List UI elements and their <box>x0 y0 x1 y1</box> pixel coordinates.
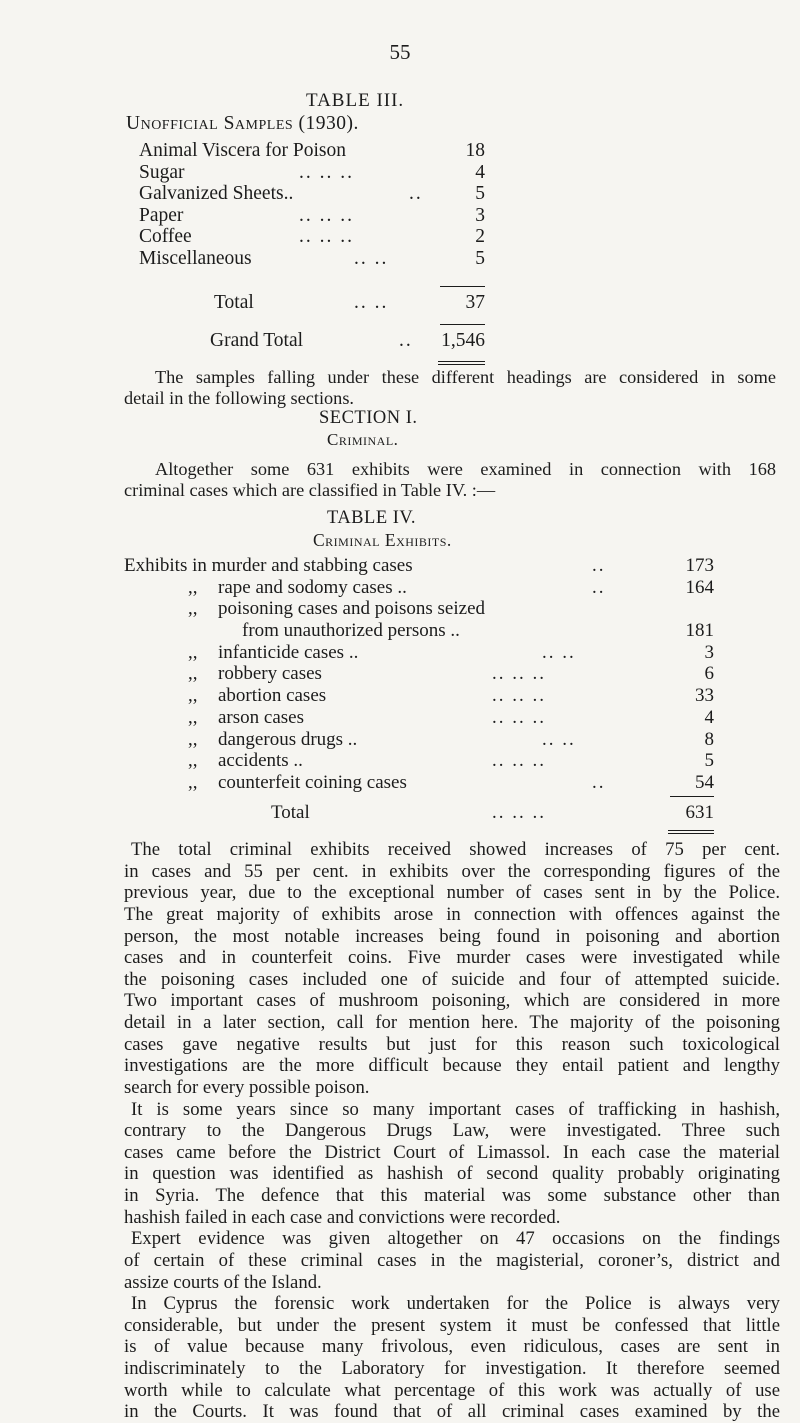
table3-row-value: 4 <box>475 161 485 183</box>
table4-total-value: 631 <box>685 802 714 823</box>
table4-sum-rule <box>670 796 714 797</box>
table3-row-value: 3 <box>475 204 485 226</box>
table4-ditto: ,, <box>188 685 198 707</box>
body-line: of certain of these criminal cases in the magisterial, coroner’s, district and <box>124 1249 780 1271</box>
table4-row-label: counterfeit coining cases <box>218 771 407 793</box>
body-text <box>124 839 780 1423</box>
table3-row-leader: .. <box>409 183 423 204</box>
table3-grand-total-value: 1,546 <box>441 330 485 351</box>
body-line: the poisoning cases included one of suicide and four of attempted suicide. <box>124 968 780 990</box>
table4-row-label: dangerous drugs .. <box>218 728 358 750</box>
table4-row-value: 164 <box>685 576 714 598</box>
body-line: in the Courts. It was found that of all criminal cases examined by the <box>124 1401 780 1423</box>
table3-row-label: Galvanized Sheets.. <box>139 183 294 204</box>
table4-row-value: 8 <box>704 728 714 750</box>
table3-total-value: 37 <box>465 292 485 313</box>
table3-double-rule <box>438 361 485 365</box>
table3-body <box>139 140 485 269</box>
table4-row-leader: .. .. .. <box>492 706 546 728</box>
table3-row <box>139 162 485 184</box>
body-line: cases came before the District Court of Limassol. In each case the material <box>124 1141 780 1163</box>
table3-total-label: Total <box>214 292 254 313</box>
table4-caption: TABLE IV. <box>327 508 417 528</box>
table4-subtitle: Criminal Exhibits. <box>313 530 452 550</box>
table3-row-value: 5 <box>475 247 485 269</box>
table4-row-value: 5 <box>704 750 714 772</box>
section-intro-paragraph <box>124 459 776 501</box>
table4-row <box>124 729 714 751</box>
table4-row-value: 181 <box>685 620 714 642</box>
body-line: It is some years since so many important cases of trafficking in hashish, <box>131 1098 780 1120</box>
table4-row <box>124 663 714 685</box>
body-line: cases gave negative results but just for this reason such toxicological <box>124 1033 780 1055</box>
table4-row-label: abortion cases <box>218 685 327 707</box>
table3-grand-total-leader: .. <box>399 330 413 351</box>
table3-total-row <box>139 292 485 314</box>
table3-row <box>139 183 485 205</box>
table3-row-value: 5 <box>475 183 485 204</box>
table3-row-label: Animal Viscera for Poison <box>139 140 346 161</box>
body-line: Expert evidence was given altogether on 47 occasions on the findings <box>131 1228 780 1250</box>
table3-row-label: Coffee <box>139 226 192 247</box>
table3-caption: TABLE III. <box>306 90 405 111</box>
table4-row-label: arson cases <box>218 706 304 728</box>
table4-row-value: 54 <box>695 771 714 793</box>
table4-row-value: 173 <box>685 555 714 576</box>
table4-row-leader: .. <box>592 771 606 793</box>
table4-row-label: infanticide cases .. <box>218 641 359 663</box>
table4-row-leader: .. .. .. <box>492 663 546 685</box>
table4-row-leader: .. <box>592 576 606 598</box>
table4-row <box>124 685 714 707</box>
body-line: in Syria. The defence that this material was some substance other than <box>124 1185 780 1206</box>
table3-row-value: 18 <box>465 140 485 161</box>
table4-row <box>124 772 714 794</box>
body-line: The total criminal exhibits received showed increases of 75 per cent. <box>131 839 780 860</box>
table4-double-rule <box>668 830 714 834</box>
body-line: in question was identified as hashish of second quality probably originating <box>124 1163 780 1185</box>
table4-total-leader: .. .. .. <box>492 802 546 823</box>
table4-ditto: ,, <box>188 663 198 685</box>
table4-row-value: 6 <box>704 663 714 685</box>
table3-row-label: Paper <box>139 204 184 226</box>
table3-row-leader: .. .. .. <box>299 204 354 226</box>
table4-row-leader: .. <box>592 555 606 576</box>
table4-row-label: rape and sodomy cases .. <box>218 576 407 598</box>
body-line: hashish failed in each case and convictions were recorded. <box>124 1206 561 1228</box>
table4-row <box>124 707 714 729</box>
body-line: previous year, due to the exceptional number of cases sent in by the Police. <box>124 882 780 904</box>
body-line: is of value because many frivolous, even ridiculous, cases are sent in <box>124 1336 780 1358</box>
intro-paragraph <box>124 367 776 409</box>
table4-ditto: ,, <box>188 576 198 598</box>
table3-grand-rule <box>440 324 485 325</box>
table3-row <box>139 226 485 248</box>
page-number: 55 <box>389 40 411 64</box>
table4-row-label: from unauthorized persons .. <box>242 620 460 642</box>
table4-body <box>124 555 714 794</box>
body-line: in cases and 55 per cent. in exhibits over the corresponding figures of the <box>124 860 780 882</box>
table4-row <box>124 642 714 664</box>
body-line: worth while to calculate what percentage of this work was actually of use <box>124 1379 780 1401</box>
body-line: person, the most notable increases being found in poisoning and abortion <box>124 925 780 947</box>
table4-row-label: robbery cases <box>218 663 322 685</box>
table3-row <box>139 205 485 227</box>
body-line: search for every possible poison. <box>124 1076 370 1098</box>
body-line: Two important cases of mushroom poisoning, which are considered in more <box>124 990 780 1012</box>
body-line: contrary to the Dangerous Drugs Law, were investigated. Three such <box>124 1120 780 1142</box>
table3-grand-total-row <box>139 330 485 352</box>
table4-total-row <box>124 802 714 824</box>
table4-ditto: ,, <box>188 771 198 793</box>
table4-row-leader: .. .. .. <box>492 685 546 707</box>
intro-line: The samples falling under these different headings are considered in some <box>155 367 776 387</box>
table4-ditto: ,, <box>188 706 198 728</box>
body-line: indiscriminately to the Laboratory for investigation. It therefore seemed <box>124 1358 780 1379</box>
table3-row-leader: .. .. .. <box>299 226 354 247</box>
table4-row-leader: .. .. <box>542 728 576 750</box>
table4-row-leader: .. .. <box>542 641 576 663</box>
table4-row-value: 4 <box>704 706 714 728</box>
table4-ditto: ,, <box>188 598 198 620</box>
body-line: considerable, but under the present system it must be confessed that little <box>124 1314 780 1336</box>
table3-row-leader: .. .. .. <box>299 161 354 183</box>
table4-ditto: ,, <box>188 641 198 663</box>
section-intro-line: criminal cases which are classified in Table IV. :— <box>124 480 496 501</box>
table3-total-leader: .. .. <box>354 292 389 313</box>
body-line: In Cyprus the forensic work undertaken for the Police is always very <box>131 1293 780 1315</box>
table4-row <box>124 750 714 772</box>
table4-row-leader: .. .. .. <box>492 750 546 772</box>
body-line: The great majority of exhibits arose in connection with offences against the <box>124 903 780 925</box>
table4-ditto: ,, <box>188 750 198 772</box>
body-line: investigations are the more difficult because they entail patient and lengthy <box>124 1055 780 1077</box>
table3-row-value: 2 <box>475 226 485 247</box>
table4-total-label: Total <box>271 802 310 823</box>
table3-row-leader: .. .. <box>354 247 389 269</box>
table3-grand-total-label: Grand Total <box>210 330 304 351</box>
table3-row-label: Miscellaneous <box>139 247 252 269</box>
table4-row-value: 3 <box>704 641 714 663</box>
table3-row <box>139 140 485 162</box>
section-heading: SECTION I. <box>319 408 418 428</box>
table4-row-label: Exhibits in murder and stabbing cases <box>124 555 413 576</box>
table4-row-label: accidents .. <box>218 750 303 772</box>
section-subheading: Criminal. <box>327 430 399 449</box>
intro-line: detail in the following sections. <box>124 388 354 409</box>
table4-row-label: poisoning cases and poisons seized <box>218 598 486 620</box>
table3-subtitle: Unofficial Samples (1930). <box>126 113 359 134</box>
section-intro-line: Altogether some 631 exhibits were examined in connection with 168 <box>155 459 776 479</box>
table3-row-label: Sugar <box>139 161 185 183</box>
table3-row <box>139 248 485 270</box>
table4-row-value: 33 <box>695 685 714 707</box>
body-line: detail in a later section, call for mention here. The majority of the poisoning <box>124 1012 780 1033</box>
table4-row <box>124 620 714 642</box>
table4-row <box>124 555 714 577</box>
table3-sum-rule <box>440 286 485 287</box>
table4-row <box>124 598 714 620</box>
body-line: cases and in counterfeit coins. Five murder cases were investigated while <box>124 947 780 969</box>
body-line: assize courts of the Island. <box>124 1271 322 1293</box>
table4-row <box>124 577 714 599</box>
table4-ditto: ,, <box>188 728 198 750</box>
